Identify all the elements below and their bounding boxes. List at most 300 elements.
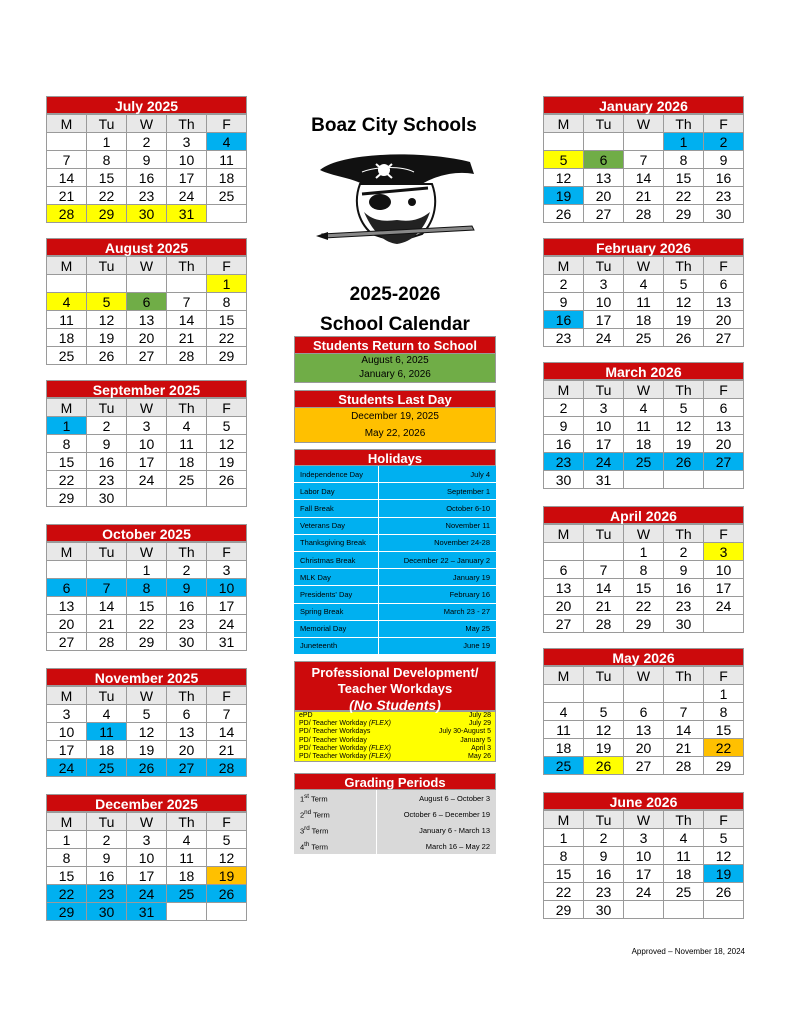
grading-dates: October 6 – December 19 [403, 809, 490, 819]
weekday-label: M [544, 381, 584, 399]
day-cell: 29 [664, 205, 704, 223]
holiday-name: Christmas Break [294, 551, 379, 568]
empty-day-cell [87, 275, 127, 293]
week-row [47, 489, 247, 507]
holiday-date: June 19 [379, 637, 497, 654]
day-cell: 29 [544, 901, 584, 919]
holiday-row [294, 586, 496, 603]
pd-row [295, 753, 496, 762]
day-cell: 30 [584, 901, 624, 919]
weekday-label: Th [664, 811, 704, 829]
day-cell: 12 [207, 849, 247, 867]
day-cell: 30 [127, 205, 167, 223]
pd-name: PD/ Teacher Workday (FLEX) [299, 720, 391, 728]
day-cell: 24 [624, 883, 664, 901]
day-cell: 4 [544, 703, 584, 721]
day-cell: 25 [207, 187, 247, 205]
day-cell: 6 [704, 275, 744, 293]
day-cell: 16 [87, 453, 127, 471]
day-cell: 18 [47, 329, 87, 347]
weekday-label: Tu [87, 399, 127, 417]
weekday-label: Tu [87, 115, 127, 133]
week-row [544, 597, 744, 615]
day-cell: 10 [584, 293, 624, 311]
day-cell: 2 [704, 133, 744, 151]
day-cell: 5 [664, 399, 704, 417]
grading-term: 4th Term [294, 838, 377, 854]
day-cell: 10 [584, 417, 624, 435]
grading-periods-title: Grading Periods [294, 773, 496, 790]
day-cell: 16 [87, 867, 127, 885]
day-cell: 6 [47, 579, 87, 597]
empty-day-cell [584, 685, 624, 703]
grading-row [294, 838, 496, 854]
month-october-2025 [46, 524, 247, 651]
week-row [47, 579, 247, 597]
pd-row [295, 728, 496, 736]
day-cell: 25 [167, 885, 207, 903]
weekday-label: F [207, 687, 247, 705]
month-grid [543, 810, 744, 919]
week-row [47, 293, 247, 311]
week-row [47, 347, 247, 365]
day-cell: 1 [664, 133, 704, 151]
week-row [544, 311, 744, 329]
month-title: November 2025 [46, 668, 247, 686]
day-cell: 17 [584, 311, 624, 329]
day-cell: 3 [127, 831, 167, 849]
day-cell: 5 [544, 151, 584, 169]
day-cell: 23 [584, 883, 624, 901]
day-cell: 14 [584, 579, 624, 597]
term-suffix: st [304, 792, 310, 800]
holiday-name: Juneteenth [294, 637, 379, 654]
weekday-header-row [544, 115, 744, 133]
holiday-row [294, 569, 496, 586]
day-cell: 3 [584, 275, 624, 293]
empty-day-cell [544, 685, 584, 703]
holiday-date: January 19 [379, 569, 497, 586]
day-cell: 30 [704, 205, 744, 223]
grading-row [294, 790, 496, 806]
weekday-header-row [47, 257, 247, 275]
month-grid [543, 256, 744, 347]
day-cell: 5 [87, 293, 127, 311]
day-cell: 3 [624, 829, 664, 847]
pd-flex-tag: (FLEX) [366, 753, 391, 761]
grading-dates: January 6 - March 13 [419, 825, 490, 835]
day-cell: 23 [704, 187, 744, 205]
grading-periods-box [294, 773, 496, 854]
day-cell: 28 [47, 205, 87, 223]
day-cell: 1 [624, 543, 664, 561]
empty-day-cell [167, 903, 207, 921]
professional-development-box [294, 661, 496, 762]
day-cell: 17 [207, 597, 247, 615]
empty-day-cell [167, 489, 207, 507]
day-cell: 19 [207, 867, 247, 885]
day-cell: 9 [544, 293, 584, 311]
weekday-label: Th [167, 687, 207, 705]
month-title: August 2025 [46, 238, 247, 256]
day-cell: 22 [127, 615, 167, 633]
holiday-name: Memorial Day [294, 620, 379, 637]
day-cell: 8 [624, 561, 664, 579]
holiday-date: July 4 [379, 466, 497, 483]
day-cell: 9 [127, 151, 167, 169]
day-cell: 8 [47, 435, 87, 453]
weekday-label: F [704, 811, 744, 829]
week-row [47, 471, 247, 489]
day-cell: 6 [704, 399, 744, 417]
weekday-label: Th [664, 381, 704, 399]
week-row [544, 901, 744, 919]
day-cell: 24 [127, 471, 167, 489]
month-grid [46, 686, 247, 777]
holiday-date: September 1 [379, 483, 497, 500]
day-cell: 23 [127, 187, 167, 205]
weekday-header-row [47, 115, 247, 133]
day-cell: 26 [87, 347, 127, 365]
week-row [47, 435, 247, 453]
day-cell: 20 [47, 615, 87, 633]
day-cell: 11 [624, 293, 664, 311]
weekday-label: M [544, 115, 584, 133]
grading-row [294, 806, 496, 822]
month-january-2026 [543, 96, 744, 223]
grading-term: 1st Term [294, 790, 377, 806]
day-cell: 25 [167, 471, 207, 489]
last-day-date: May 22, 2026 [364, 428, 426, 439]
day-cell: 19 [544, 187, 584, 205]
weekday-label: W [624, 811, 664, 829]
weekday-label: W [624, 667, 664, 685]
week-row [544, 561, 744, 579]
week-row [47, 417, 247, 435]
day-cell: 12 [704, 847, 744, 865]
day-cell: 18 [167, 867, 207, 885]
holiday-row [294, 534, 496, 551]
month-november-2025 [46, 668, 247, 777]
day-cell: 17 [127, 453, 167, 471]
month-december-2025 [46, 794, 247, 921]
day-cell: 3 [584, 399, 624, 417]
day-cell: 27 [704, 453, 744, 471]
day-cell: 24 [584, 453, 624, 471]
day-cell: 29 [624, 615, 664, 633]
week-row [544, 275, 744, 293]
pd-date: July 28 [468, 712, 491, 720]
weekday-label: Th [664, 525, 704, 543]
day-cell: 10 [207, 579, 247, 597]
day-cell: 4 [664, 829, 704, 847]
day-cell: 14 [207, 723, 247, 741]
day-cell: 5 [207, 417, 247, 435]
month-title: July 2025 [46, 96, 247, 114]
day-cell: 22 [47, 471, 87, 489]
weekday-label: M [47, 257, 87, 275]
month-grid [46, 114, 247, 223]
month-title: February 2026 [543, 238, 744, 256]
day-cell: 4 [47, 293, 87, 311]
grading-dates: August 6 – October 3 [419, 793, 490, 803]
day-cell: 24 [704, 597, 744, 615]
month-september-2025 [46, 380, 247, 507]
weekday-header-row [47, 813, 247, 831]
holiday-date: November 11 [379, 517, 497, 534]
week-row [47, 867, 247, 885]
day-cell: 1 [47, 831, 87, 849]
empty-day-cell [624, 471, 664, 489]
day-cell: 3 [704, 543, 744, 561]
day-cell: 2 [544, 399, 584, 417]
empty-day-cell [584, 543, 624, 561]
day-cell: 21 [47, 187, 87, 205]
holiday-row [294, 603, 496, 620]
month-grid [543, 666, 744, 775]
weekday-label: F [207, 813, 247, 831]
weekday-label: Tu [584, 381, 624, 399]
week-row [47, 453, 247, 471]
day-cell: 21 [167, 329, 207, 347]
weekday-label: W [624, 257, 664, 275]
day-cell: 7 [167, 293, 207, 311]
holiday-date: October 6-10 [379, 500, 497, 517]
weekday-label: M [544, 811, 584, 829]
day-cell: 19 [664, 435, 704, 453]
day-cell: 9 [704, 151, 744, 169]
day-cell: 2 [87, 831, 127, 849]
weekday-label: M [47, 813, 87, 831]
day-cell: 27 [127, 347, 167, 365]
weekday-label: Tu [584, 525, 624, 543]
day-cell: 1 [127, 561, 167, 579]
day-cell: 26 [544, 205, 584, 223]
week-row [544, 883, 744, 901]
day-cell: 13 [584, 169, 624, 187]
week-row [544, 151, 744, 169]
day-cell: 29 [87, 205, 127, 223]
day-cell: 21 [584, 597, 624, 615]
week-row [544, 847, 744, 865]
empty-day-cell [87, 561, 127, 579]
day-cell: 29 [704, 757, 744, 775]
day-cell: 14 [664, 721, 704, 739]
day-cell: 12 [584, 721, 624, 739]
day-cell: 8 [544, 847, 584, 865]
holidays-box [294, 449, 496, 655]
day-cell: 18 [664, 865, 704, 883]
day-cell: 13 [704, 417, 744, 435]
week-row [544, 133, 744, 151]
day-cell: 20 [624, 739, 664, 757]
week-row [544, 829, 744, 847]
return-date: January 6, 2026 [359, 369, 431, 380]
approved-note: Approved – November 18, 2024 [631, 947, 745, 956]
empty-day-cell [624, 901, 664, 919]
month-grid [46, 398, 247, 507]
weekday-label: Th [167, 115, 207, 133]
week-row [544, 471, 744, 489]
day-cell: 22 [207, 329, 247, 347]
day-cell: 19 [207, 453, 247, 471]
day-cell: 21 [207, 741, 247, 759]
week-row [544, 417, 744, 435]
day-cell: 23 [87, 885, 127, 903]
day-cell: 6 [624, 703, 664, 721]
day-cell: 11 [624, 417, 664, 435]
month-title: March 2026 [543, 362, 744, 380]
day-cell: 22 [544, 883, 584, 901]
week-row [47, 169, 247, 187]
empty-day-cell [664, 685, 704, 703]
week-row [544, 169, 744, 187]
holiday-name: Fall Break [294, 500, 379, 517]
empty-day-cell [167, 275, 207, 293]
month-june-2026 [543, 792, 744, 919]
students-last-day-dates [294, 408, 496, 443]
day-cell: 4 [87, 705, 127, 723]
weekday-header-row [47, 687, 247, 705]
day-cell: 18 [207, 169, 247, 187]
pd-flex-tag: (FLEX) [366, 744, 391, 752]
weekday-label: M [544, 525, 584, 543]
day-cell: 15 [624, 579, 664, 597]
day-cell: 26 [704, 883, 744, 901]
week-row [47, 151, 247, 169]
day-cell: 30 [87, 489, 127, 507]
grading-term: 3rd Term [294, 822, 377, 838]
day-cell: 20 [584, 187, 624, 205]
week-row [47, 741, 247, 759]
day-cell: 26 [664, 453, 704, 471]
pd-table [294, 711, 496, 762]
week-row [544, 453, 744, 471]
day-cell: 16 [544, 311, 584, 329]
weekday-label: F [704, 115, 744, 133]
day-cell: 20 [544, 597, 584, 615]
week-row [544, 721, 744, 739]
empty-day-cell [207, 205, 247, 223]
holiday-date: February 16 [379, 586, 497, 603]
day-cell: 15 [87, 169, 127, 187]
holiday-row [294, 466, 496, 483]
day-cell: 22 [624, 597, 664, 615]
weekday-label: W [127, 115, 167, 133]
week-row [47, 187, 247, 205]
day-cell: 18 [167, 453, 207, 471]
weekday-label: M [544, 257, 584, 275]
weekday-header-row [544, 257, 744, 275]
day-cell: 4 [167, 417, 207, 435]
holiday-date: May 25 [379, 620, 497, 637]
month-title: May 2026 [543, 648, 744, 666]
day-cell: 12 [664, 417, 704, 435]
pd-title-line1: Professional Development/ [311, 665, 479, 680]
weekday-label: F [207, 543, 247, 561]
holiday-row [294, 517, 496, 534]
day-cell: 3 [207, 561, 247, 579]
day-cell: 20 [127, 329, 167, 347]
day-cell: 27 [624, 757, 664, 775]
weekday-label: F [207, 115, 247, 133]
empty-day-cell [47, 561, 87, 579]
day-cell: 29 [47, 489, 87, 507]
day-cell: 7 [664, 703, 704, 721]
day-cell: 22 [87, 187, 127, 205]
day-cell: 21 [664, 739, 704, 757]
day-cell: 7 [584, 561, 624, 579]
holiday-row [294, 483, 496, 500]
day-cell: 9 [664, 561, 704, 579]
day-cell: 12 [87, 311, 127, 329]
day-cell: 13 [704, 293, 744, 311]
weekday-label: W [127, 687, 167, 705]
day-cell: 15 [544, 865, 584, 883]
pd-name: ePD [299, 712, 313, 720]
weekday-label: Th [167, 257, 207, 275]
day-cell: 31 [207, 633, 247, 651]
day-cell: 29 [207, 347, 247, 365]
day-cell: 12 [127, 723, 167, 741]
pd-date: July 29 [468, 720, 491, 728]
day-cell: 9 [167, 579, 207, 597]
day-cell: 24 [167, 187, 207, 205]
weekday-label: F [704, 525, 744, 543]
month-title: April 2026 [543, 506, 744, 524]
day-cell: 6 [167, 705, 207, 723]
week-row [544, 739, 744, 757]
empty-day-cell [704, 615, 744, 633]
weekday-label: Tu [87, 257, 127, 275]
day-cell: 21 [87, 615, 127, 633]
day-cell: 10 [167, 151, 207, 169]
weekday-label: F [207, 399, 247, 417]
month-grid [543, 114, 744, 223]
day-cell: 23 [664, 597, 704, 615]
pd-flex-tag: (FLEX) [366, 720, 391, 728]
weekday-header-row [544, 811, 744, 829]
day-cell: 9 [87, 849, 127, 867]
students-return-title: Students Return to School [294, 336, 496, 354]
week-row [544, 703, 744, 721]
month-february-2026 [543, 238, 744, 347]
day-cell: 20 [167, 741, 207, 759]
day-cell: 19 [584, 739, 624, 757]
day-cell: 8 [664, 151, 704, 169]
day-cell: 17 [47, 741, 87, 759]
empty-day-cell [664, 901, 704, 919]
day-cell: 24 [47, 759, 87, 777]
weekday-label: W [127, 257, 167, 275]
day-cell: 1 [544, 829, 584, 847]
weekday-label: M [47, 399, 87, 417]
day-cell: 10 [127, 435, 167, 453]
day-cell: 9 [584, 847, 624, 865]
month-august-2025 [46, 238, 247, 365]
day-cell: 13 [127, 311, 167, 329]
week-row [47, 705, 247, 723]
weekday-label: Tu [584, 667, 624, 685]
weekday-label: W [127, 399, 167, 417]
weekday-label: W [624, 115, 664, 133]
week-row [544, 399, 744, 417]
week-row [47, 561, 247, 579]
holiday-name: MLK Day [294, 569, 379, 586]
holiday-name: Labor Day [294, 483, 379, 500]
day-cell: 27 [47, 633, 87, 651]
day-cell: 5 [127, 705, 167, 723]
